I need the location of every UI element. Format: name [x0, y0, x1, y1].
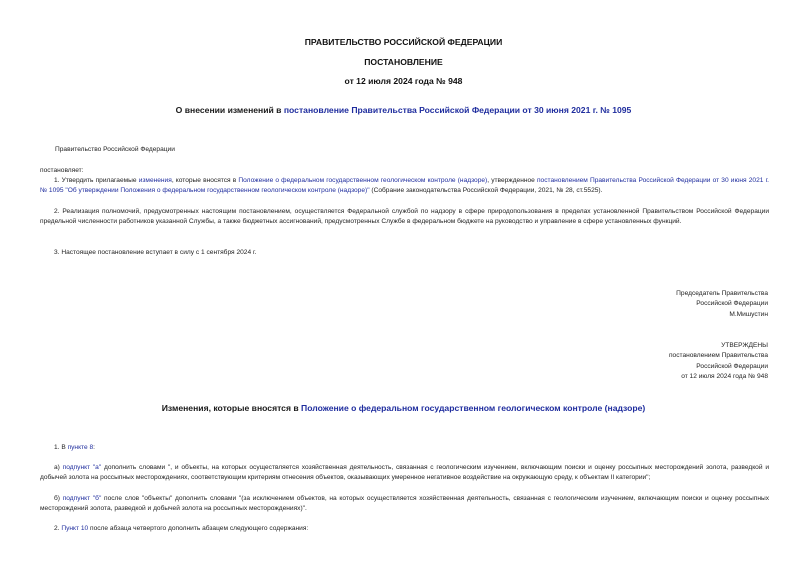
changes-title-prefix: Изменения, которые вносятся в: [161, 403, 302, 413]
decrees-word: постановляет:: [40, 167, 84, 174]
paragraph-2: 2. Реализация полномочий, предусмотренных настоящим постановлением, осуществляется Федеральной службой по надзору в сфере природопользования в пределах установленной Правительством Российской Федерации предельной численности работников указанной Службы, а также бюджетных ассигнований, предусмотренных Службе в федеральном бюджете на руководство и управление в сфере установленных функций.: [40, 208, 769, 226]
point-8-link[interactable]: пункте 8: [67, 444, 94, 451]
changes-title-link[interactable]: Положение о федеральном государственном геологическом контроле (надзоре): [301, 403, 646, 413]
page-title: [0, 105, 807, 115]
decree-1095-link[interactable]: постановлением Правительства Российской Федерации от 30 июня 2021 г. № 1095 "Об утверждении Положения о федеральном государственном геологическом контроле (надзоре)": [40, 177, 769, 195]
subpoint-a-link[interactable]: подпункт "а": [62, 464, 102, 471]
approval-line-1: УТВЕРЖДЕНЫ: [721, 342, 768, 349]
signature-country: Российской Федерации: [696, 300, 768, 308]
gov-name: Правительство Российской Федерации: [55, 146, 175, 153]
title-prefix: О внесении изменений в: [175, 105, 284, 115]
changes-title: [0, 403, 807, 413]
changes-link[interactable]: изменения: [138, 177, 172, 184]
paragraph-1: 1. Утвердить прилагаемые изменения, которые вносятся в Положение о федеральном государственном геологическом контроле (надзоре), утвержденное постановлением Правительства Российской Федерации от 30 июня 2021 г. № 1095 "Об утверждении Положения о федеральном государственном геологическом контроле (надзоре)" (Собрание законодательства Российской Федерации, 2021, № 28, ст.5525).: [40, 177, 769, 195]
change-2: 2. Пункт 10 после абзаца четвертого дополнить абзацем следующего содержания:: [54, 525, 309, 532]
approval-block: [669, 341, 768, 383]
approval-line-2: постановлением Правительства: [668, 352, 768, 360]
signature-block: [676, 289, 768, 320]
paragraph-3: 3. Настоящее постановление вступает в силу с 1 сентября 2024 г.: [54, 249, 257, 256]
signature-name: М.Мишустин: [729, 310, 768, 318]
regulation-link[interactable]: Положение о федеральном государственном геологическом контроле (надзоре): [238, 177, 488, 184]
title-link[interactable]: постановление Правительства Российской Федерации от 30 июня 2021 г. № 1095: [283, 105, 632, 115]
point-10-link[interactable]: Пункт 10: [61, 525, 89, 532]
org-name: ПРАВИТЕЛЬСТВО РОССИЙСКОЙ ФЕДЕРАЦИИ: [304, 37, 503, 47]
signature-position: Председатель Правительства: [676, 290, 768, 297]
doc-type: ПОСТАНОВЛЕНИЕ: [364, 57, 443, 67]
doc-date-number: от 12 июля 2024 года № 948: [344, 76, 463, 86]
approval-line-3: Российской Федерации: [696, 362, 768, 370]
approval-line-4: от 12 июля 2024 года № 948: [681, 373, 768, 381]
change-1: 1. В пункте 8:: [54, 444, 95, 451]
change-1b: б) подпункт "б" после слов "объекты" дополнить словами "(за исключением объектов, на которых осуществляется хозяйственная деятельность, связанная с геологическим изучением, включающим поиски и оценку россыпных месторождений золота, разведкой и добычей золота на россыпных месторождениях)".: [40, 495, 769, 513]
change-1a: а) подпункт "а" дополнить словами ", и объекты, на которых осуществляется хозяйственная деятельность, связанная с геологическим изучением, включающим поиски и оценку россыпных месторождений золота, разведкой и добычей золота на россыпных месторождениях, соответствующим критериям отнесения объектов, оказывающих умеренное негативное воздействие на окружающую среду, к объектам II категории";: [40, 464, 769, 482]
subpoint-b-link[interactable]: подпункт "б": [62, 495, 102, 502]
